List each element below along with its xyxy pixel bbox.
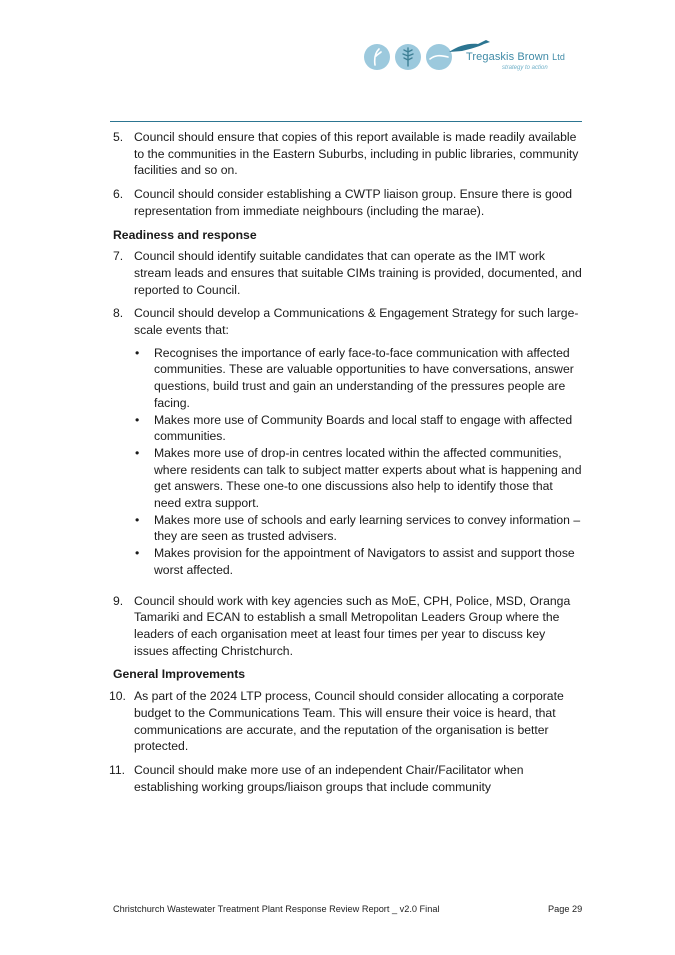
bullet-symbol: • xyxy=(135,546,140,561)
bullet-item xyxy=(133,545,583,578)
item-text: Council should develop a Communications & Engagement Strategy for such large-scale events that: xyxy=(134,306,579,338)
bullet-text: Makes provision for the appointment of Navigators to assist and support those worst affected. xyxy=(154,546,575,577)
company-logo xyxy=(362,38,565,78)
item-number: 10. xyxy=(109,689,126,704)
item-number: 7. xyxy=(113,249,124,264)
recommendation-10 xyxy=(109,688,583,755)
leaf-icon xyxy=(395,44,421,70)
item-text: Council should work with key agencies such as MoE, CPH, Police, MSD, Oranga Tamariki and ECAN to establish a small Metropolitan Leaders Group where the leaders of each organisation meet at least four times per year to discuss key issues affecting Christchurch. xyxy=(134,593,571,658)
recommendation-9 xyxy=(113,593,583,660)
recommendation-5 xyxy=(113,129,583,179)
bullet-item xyxy=(133,445,583,512)
bullet-item xyxy=(133,412,583,445)
brand-tagline: strategy to action xyxy=(502,65,548,71)
item-text: As part of the 2024 LTP process, Council should consider allocating a corporate budget to the Communications Team. This will ensure their voice is heard, that communications are accurate, and the reputation of the organisation is better protected. xyxy=(134,689,564,754)
item-number: 5. xyxy=(113,130,124,144)
bullet-item xyxy=(133,345,583,412)
brand-name xyxy=(466,51,565,63)
bullet-symbol: • xyxy=(135,445,140,460)
item-text: Council should consider establishing a CWTP liaison group. Ensure there is good representation from immediate neighbours (including the marae). xyxy=(134,187,573,218)
recommendation-11 xyxy=(109,762,583,795)
brand-suffix: Ltd xyxy=(552,52,565,62)
item-number: 6. xyxy=(113,187,124,202)
brand-name-text: Tregaskis Brown xyxy=(466,51,550,63)
section-heading-readiness: Readiness and response xyxy=(113,227,257,242)
bullet-symbol: • xyxy=(135,345,140,360)
item-number: 9. xyxy=(113,593,124,608)
bullet-list xyxy=(113,345,583,579)
recommendation-6 xyxy=(113,186,583,219)
bullet-symbol: • xyxy=(135,412,140,427)
section-heading-general: General Improvements xyxy=(113,667,246,682)
bullet-item xyxy=(133,512,583,545)
item-text: Council should identify suitable candidates that can operate as the IMT work stream leads and ensures that suitable CIMs training is provided, documented, and reported to Council. xyxy=(134,249,582,297)
main-content xyxy=(109,129,583,795)
item-text: Council should make more use of an independent Chair/Facilitator when establishing working groups/liaison groups that include community xyxy=(134,762,524,794)
recommendation-8 xyxy=(113,305,583,338)
item-number: 8. xyxy=(113,306,124,321)
bullet-text: Makes more use of Community Boards and local staff to engage with affected communities. xyxy=(154,412,573,444)
bullet-text: Makes more use of schools and early learning services to convey information – they are seen as trusted advisers. xyxy=(154,512,581,544)
bullet-text: Recognises the importance of early face-to-face communication with affected communities. These are valuable opportunities to have conversations, answer questions, build trust and gain an understanding of the pressures people are facing. xyxy=(154,345,574,410)
item-number: 11. xyxy=(109,762,126,777)
feather-icon xyxy=(364,44,390,70)
page-number: Page 29 xyxy=(548,904,583,914)
footer-title: Christchurch Wastewater Treatment Plant Response Review Report _ v2.0 Final xyxy=(113,904,440,914)
recommendation-7 xyxy=(113,248,583,298)
item-text: Council should ensure that copies of this report available is made readily available to the communities in the Eastern Suburbs, including in public libraries, community facilities and so on. xyxy=(134,130,579,178)
bullet-symbol: • xyxy=(135,512,140,527)
header-rule xyxy=(110,121,582,122)
bullet-text: Makes more use of drop-in centres located within the affected communities, where residents can talk to subject matter experts about what is happening and get answers. These one-to one discussions also help to identify those that need extra support. xyxy=(154,445,582,511)
